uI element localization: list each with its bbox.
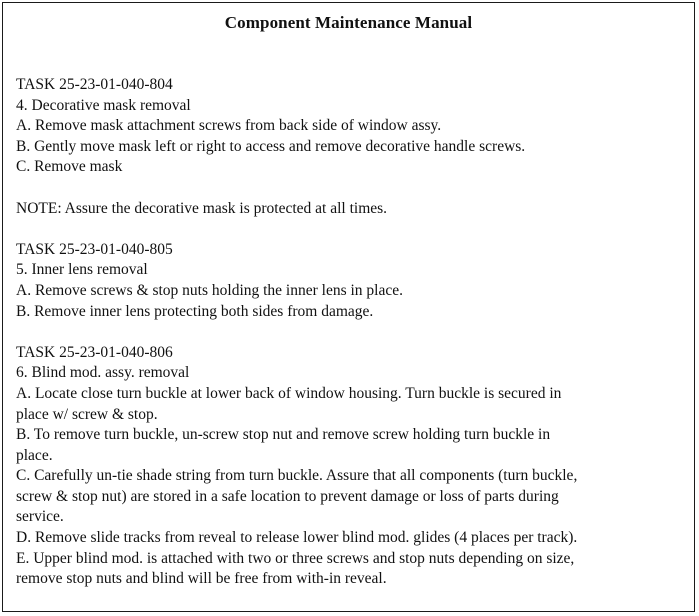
task-step: B. Remove inner lens protecting both sides from damage.: [16, 302, 374, 320]
task-id: TASK 25-23-01-040-806: [16, 343, 173, 361]
task-step: C. Carefully un-tie shade string from turn buckle. Assure that all components (turn buckle,: [16, 467, 578, 485]
task-step-continuation: place.: [16, 446, 53, 464]
task-806-section: [16, 343, 688, 590]
note-section: [16, 199, 688, 220]
task-step-continuation: remove stop nuts and blind will be free from with-in reveal.: [16, 570, 387, 588]
task-heading: 4. Decorative mask removal: [16, 96, 191, 114]
task-step: D. Remove slide tracks from reveal to release lower blind mod. glides (4 places per track).: [16, 529, 578, 547]
manual-page: [2, 2, 695, 612]
task-id: TASK 25-23-01-040-805: [16, 240, 173, 258]
document-body: [16, 75, 688, 590]
task-804-section: [16, 75, 688, 178]
document-title: Component Maintenance Manual: [224, 13, 473, 32]
note-text: NOTE: Assure the decorative mask is protected at all times.: [16, 199, 388, 217]
task-step: A. Remove mask attachment screws from back side of window assy.: [16, 117, 442, 135]
task-step: E. Upper blind mod. is attached with two or three screws and stop nuts depending on size,: [16, 549, 575, 567]
spacer: [16, 178, 688, 199]
task-step-continuation: screw & stop nut) are stored in a safe location to prevent damage or loss of parts during: [16, 487, 559, 505]
task-step: A. Locate close turn buckle at lower back of window housing. Turn buckle is secured in: [16, 384, 562, 402]
task-id: TASK 25-23-01-040-804: [16, 76, 173, 93]
task-step-continuation: place w/ screw & stop.: [16, 405, 158, 423]
task-805-section: [16, 240, 688, 322]
task-step: B. Gently move mask left or right to access and remove decorative handle screws.: [16, 137, 526, 155]
task-step: B. To remove turn buckle, un-screw stop nut and remove screw holding turn buckle in: [16, 426, 551, 444]
task-step-continuation: service.: [16, 508, 64, 526]
task-step: A. Remove screws & stop nuts holding the inner lens in place.: [16, 281, 404, 299]
task-heading: 6. Blind mod. assy. removal: [16, 364, 190, 382]
spacer: [16, 219, 688, 240]
spacer: [16, 322, 688, 343]
task-step: C. Remove mask: [16, 158, 123, 176]
task-heading: 5. Inner lens removal: [16, 261, 148, 279]
